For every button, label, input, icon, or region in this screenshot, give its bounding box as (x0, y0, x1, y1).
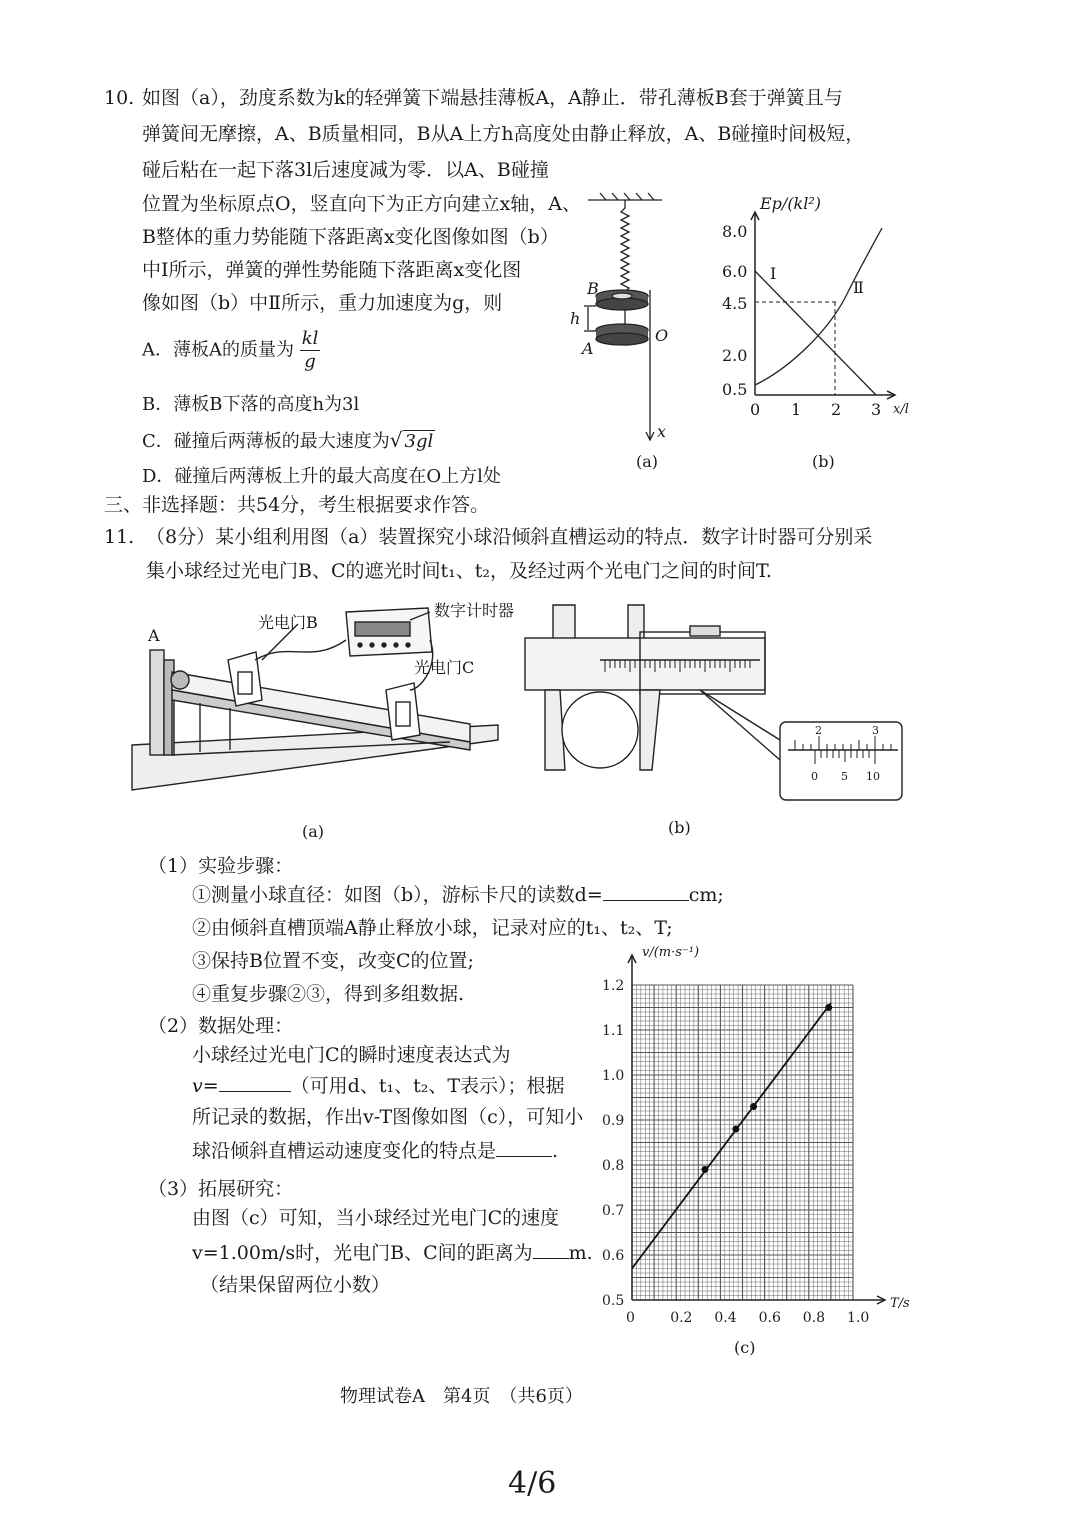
q10-line-2: 弹簧间无摩擦，A、B质量相同，B从A上方h高度处由静止释放，A、B碰撞时间极短， (142, 123, 865, 145)
data-point (701, 1166, 708, 1173)
part3-line-1: 由图（c）可知，当小球经过光电门C的速度 (192, 1207, 560, 1229)
q11-fig-a-label-a: A (148, 626, 160, 645)
x-tick-label: 0 (626, 1310, 635, 1326)
vernier-scale-0: 0 (811, 770, 818, 783)
q11-fig-a-caption: (a) (302, 822, 325, 841)
part3-title: （3）拓展研究： (148, 1178, 294, 1200)
fig-a-label-a: A (582, 339, 594, 358)
fig-b-curve-i-label: Ⅰ (770, 264, 777, 283)
data-point (750, 1103, 757, 1110)
part1-title: （1）实验步骤： (148, 855, 294, 877)
fig-a-label-h: h (570, 309, 581, 328)
page-number: 4/6 (508, 1466, 557, 1501)
part3-line-3: （结果保留两位小数） (200, 1274, 391, 1296)
fig-b-xtick: 0 (750, 400, 761, 419)
step-1: ①测量小球直径：如图（b），游标卡尺的读数d= cm; (192, 884, 724, 906)
step-2: ②由倾斜直槽顶端A静止释放小球，记录对应的t₁、t₂、T; (192, 917, 673, 939)
part2-line-2: v= （可用d、t₁、t₂、T表示）；根据 (192, 1075, 565, 1097)
q11-line-2: 集小球经过光电门B、C的遮光时间t₁、t₂，及经过两个光电门之间的时间T. (146, 560, 772, 582)
x-tick-label: 1.0 (847, 1310, 870, 1326)
fig-b-xtick: 3 (871, 400, 882, 419)
q11-fig-b-caption: (b) (668, 818, 691, 837)
page-footer: 物理试卷A 第4页 （共6页） (340, 1386, 583, 1407)
q10-option-c: C．碰撞后两薄板的最大速度为√ 3gl (142, 428, 434, 452)
vernier-main-2: 2 (815, 724, 822, 737)
chart-xlabel: T/s (890, 1296, 910, 1311)
fig-a-label-x: x (657, 422, 667, 441)
fig-b-ytick: 6.0 (722, 262, 748, 281)
fig-b-ytick: 0.5 (722, 380, 748, 399)
q10-number: 10. (104, 87, 135, 109)
vernier-scale-5: 5 (841, 770, 848, 783)
part2-line-1: 小球经过光电门C的瞬时速度表达式为 (192, 1044, 511, 1066)
fig-b-ylabel: Ep/(kl²) (760, 194, 822, 213)
y-tick-label: 1.2 (602, 978, 625, 994)
q11-fig-a-gate-b: 光电门B (258, 613, 318, 632)
y-tick-label: 0.9 (602, 1113, 625, 1129)
data-point (732, 1126, 739, 1133)
step-3: ③保持B位置不变，改变C的位置; (192, 950, 474, 972)
x-tick-label: 0.4 (714, 1310, 737, 1326)
fig-b-xtick: 1 (791, 400, 802, 419)
part2-line-3: 所记录的数据，作出v-T图像如图（c），可知小 (192, 1106, 584, 1128)
y-tick-label: 0.5 (602, 1293, 625, 1309)
part3-line-2: v=1.00m/s时，光电门B、C间的距离为 m. (192, 1242, 593, 1264)
y-tick-label: 1.0 (602, 1068, 625, 1084)
fig-a-label-o: O (655, 326, 669, 345)
fig-b-curve-ii-label: Ⅱ (853, 278, 864, 297)
q11-number: 11. (104, 526, 135, 548)
fig-b-ytick: 2.0 (722, 346, 748, 365)
q10-line-6: 中Ⅰ所示，弹簧的弹性势能随下落距离x变化图 (142, 259, 522, 281)
q10-line-7: 像如图（b）中Ⅱ所示，重力加速度为g，则 (142, 292, 503, 314)
section-3-heading: 三、非选择题：共54分，考生根据要求作答。 (104, 494, 490, 516)
q10-line-4: 位置为坐标原点O，竖直向下为正方向建立x轴，A、 (142, 193, 582, 215)
y-tick-label: 0.7 (602, 1203, 625, 1219)
y-tick-label: 1.1 (602, 1023, 625, 1039)
q10-option-b: B．薄板B下落的高度h为3l (142, 394, 360, 415)
q11-line-1: （8分）某小组利用图（a）装置探究小球沿倾斜直槽运动的特点．数字计时器可分别采 (146, 526, 873, 548)
x-tick-label: 0.8 (802, 1310, 826, 1326)
x-tick-label: 0.6 (758, 1310, 781, 1326)
q10-option-d: D．碰撞后两薄板上升的最大高度在O上方l处 (142, 466, 501, 487)
fig-b-xtick: 2 (831, 400, 842, 419)
x-tick-label: 0.2 (670, 1310, 693, 1326)
q11-fig-a-gate-c: 光电门C (414, 658, 475, 677)
q11-fig-a-timer: 数字计时器 (434, 601, 515, 620)
fig-b-ytick: 4.5 (722, 294, 748, 313)
y-tick-label: 0.6 (602, 1248, 625, 1264)
q10-option-a: A．薄板A的质量为 $\frac{kl}{g}$ (142, 328, 319, 372)
q10-line-3: 碰后粘在一起下落3l后速度减为零．以A、B碰撞 (142, 159, 549, 181)
fig-a-label-b: B (587, 279, 599, 298)
chart-caption: (c) (734, 1338, 756, 1357)
part2-line-4: 球沿倾斜直槽运动速度变化的特点是 . (192, 1140, 559, 1162)
step-4: ④重复步骤②③，得到多组数据. (192, 983, 465, 1005)
data-point (825, 1004, 832, 1011)
vernier-scale-10: 10 (866, 770, 880, 783)
fit-line (632, 1003, 831, 1269)
q10-line-5: B整体的重力势能随下落距离x变化图像如图（b） (142, 226, 559, 248)
fig-a-caption: (a) (636, 452, 659, 471)
fig-b-caption: (b) (812, 452, 835, 471)
chart-ylabel: v/(m·s⁻¹) (642, 945, 700, 960)
part2-title: （2）数据处理： (148, 1015, 294, 1037)
fig-b-ytick: 8.0 (722, 222, 748, 241)
q10-line-1: 如图（a），劲度系数为k的轻弹簧下端悬挂薄板A，A静止．带孔薄板B套于弹簧且与 (142, 87, 843, 109)
y-tick-label: 0.8 (602, 1158, 625, 1174)
fig-b-xlabel: x/l (893, 402, 909, 417)
vernier-main-3: 3 (872, 724, 879, 737)
